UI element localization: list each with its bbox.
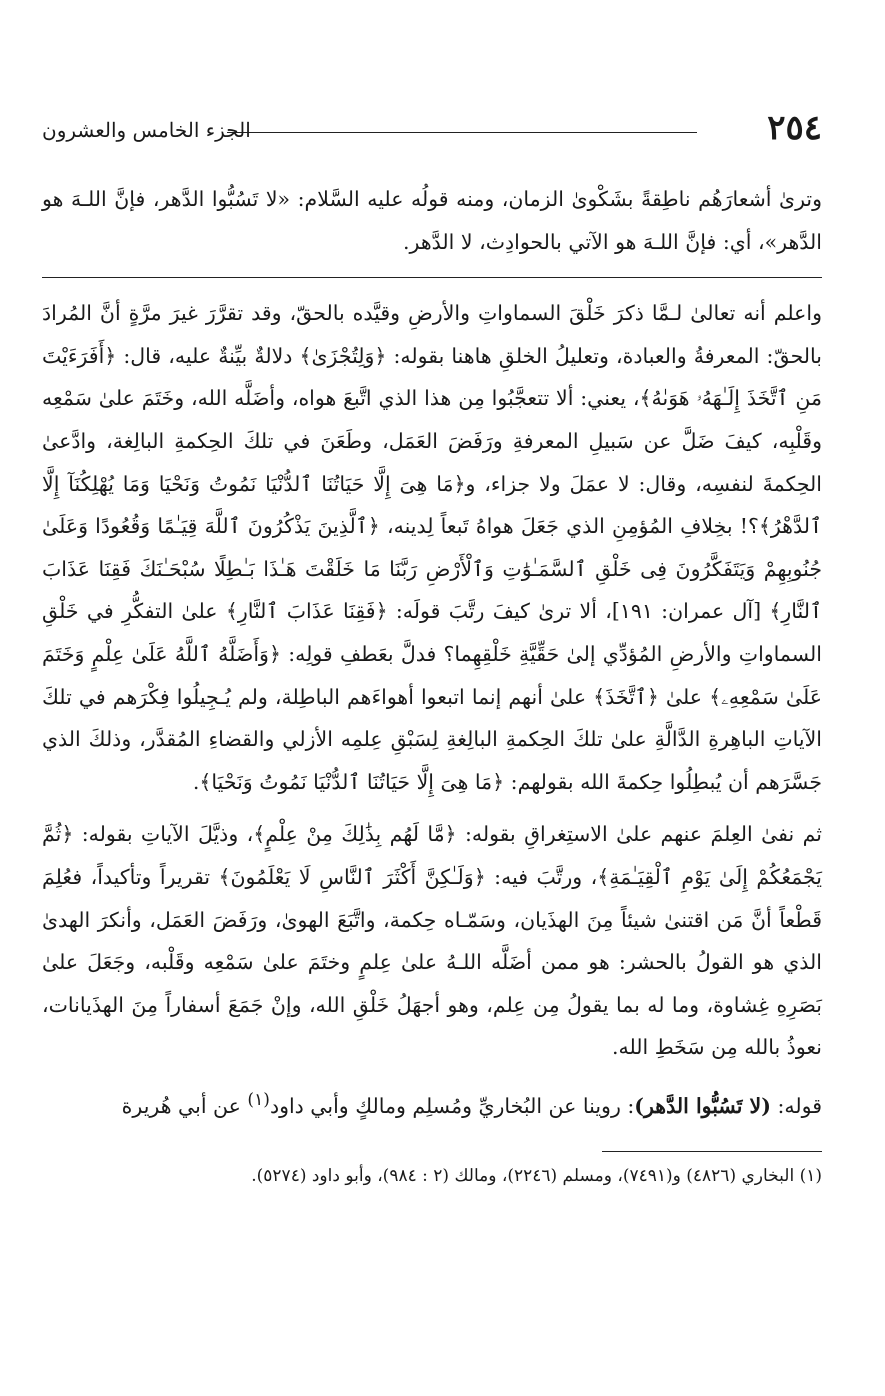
- page-header: [42, 100, 822, 148]
- lead-text: قوله:: [770, 1093, 822, 1118]
- footnote: (١) البخاري (٤٨٢٦) و(٧٤٩١)، ومسلم (٢٢٤٦)، ومالك (٢ : ٩٨٤)، وأبو داود (٥٢٧٤).: [251, 1166, 822, 1187]
- running-title: الجزء الخامس والعشرون: [42, 118, 251, 142]
- commentary-paragraph-3: [42, 1079, 822, 1127]
- top-paragraph: وترىٰ أشعارَهُم ناطِقةً بشَكْوىٰ الزمان، ومنه قولُه عليه السَّلام: «لا تَسُبُّوا الدَّهر، فإنَّ اللـهَ هو الدَّهر»، أي: فإنَّ اللـهَ هو الآتي بالحوادِث، لا الدَّهر.: [42, 187, 822, 254]
- book-page: [42, 100, 822, 1190]
- tail-text: عن أبي هُريرة: [121, 1093, 248, 1118]
- body-text: : روينا عن البُخاريِّ ومُسلِم ومالكٍ وأبي داود: [269, 1093, 635, 1118]
- paragraph-gap: [42, 1069, 822, 1079]
- footnote-rule: [602, 1151, 822, 1152]
- footnote-ref: (١): [247, 1089, 270, 1110]
- paragraph-gap: [42, 803, 822, 813]
- page-number: ٢٥٤: [767, 108, 822, 148]
- commentary-paragraph-2: ثم نفىٰ العِلمَ عنهم علىٰ الاستِغراقِ بقوله: ﴿مَّا لَهُم بِذَٰلِكَ مِنْ عِلْمٍ﴾، وذيَّلَ الآياتِ بقوله: ﴿ثُمَّ يَجْمَعُكُمْ إِلَىٰ يَوْمِ ٱلْقِيَـٰمَةِ﴾، ورتَّبَ فيه: ﴿وَلَـٰكِنَّ أَكْثَرَ ٱلنَّاسِ لَا يَعْلَمُونَ﴾ تقريراً وتأكيداً، فعُلِمَ قَطْعاً أنَّ مَن اقتنىٰ شيئاً مِنَ الهذَيان، وسَمّـاه حِكمة، واتَّبَعَ الهوىٰ، ورَفَضَ العَمَل، وأنكرَ الهدىٰ الذي هو القولُ بالحشر: هو ممن أضَلَّه اللـهُ علىٰ عِلمٍ وختَمَ علىٰ سَمْعِه وقَلْبه، وجَعَلَ علىٰ بَصَرِهِ غِشاوة، وما له بما يقولُ مِن عِلم، وهو أجهَلُ خَلْقِ الله، وإنْ جَمَعَ أسفاراً مِنَ الهذَيانات، نعوذُ بالله مِن سَخَطِ الله.: [42, 822, 822, 1060]
- quoted-text-block: [42, 178, 822, 263]
- hadith-quote: (لا تَسُبُّوا الدَّهر): [634, 1093, 771, 1118]
- commentary-paragraph-1: واعلم أنه تعالىٰ لـمَّا ذكرَ خَلْقَ السماواتِ والأرضِ وقيَّده بالحقّ، وقد تقرَّرَ غيرَ مرَّةٍ أنَّ المُرادَ بالحقّ: المعرفةُ والعبادة، وتعليلُ الخلقِ هاهنا بقوله: ﴿وَلِتُجْزَىٰ﴾ دلالةٌ بيِّنةٌ عليه، قال: ﴿أَفَرَءَيْتَ مَنِ ٱتَّخَذَ إِلَـٰهَهُۥ هَوَىٰهُ﴾، يعني: ألا تتعجَّبُوا مِن هذا الذي اتَّبعَ هواه، وأضَلَّه الله، وخَتَمَ علىٰ سَمْعِه وقَلْبِه، كيفَ ضَلَّ عن سَبيلِ المعرفةِ ورَفَضَ العَمَل، وطَعَنَ في تلكَ الحِكمةِ البالِغة، وادَّعىٰ الحِكمةَ لنفسِه، وقال: لا عمَلَ ولا جزاء، و﴿مَا هِىَ إِلَّا حَيَاتُنَا ٱلدُّنْيَا نَمُوتُ وَنَحْيَا وَمَا يُهْلِكُنَآ إِلَّا ٱلدَّهْرُ﴾؟! بخِلافِ المُؤمِنِ الذي جَعَلَ هواهُ تَبعاً لِدينه، ﴿ٱلَّذِينَ يَذْكُرُونَ ٱللَّهَ قِيَـٰمًا وَقُعُودًا وَعَلَىٰ جُنُوبِهِمْ وَيَتَفَكَّرُونَ فِى خَلْقِ ٱلسَّمَـٰوَٰتِ وَٱلْأَرْضِ رَبَّنَا مَا خَلَقْتَ هَـٰذَا بَـٰطِلًا سُبْحَـٰنَكَ فَقِنَا عَذَابَ ٱلنَّارِ﴾ [آل عمران: ١٩١]، ألا ترىٰ كيفَ رتَّبَ قولَه: ﴿فَقِنَا عَذَابَ ٱلنَّارِ﴾ علىٰ التفكُّرِ في خَلْقِ السماواتِ والأرضِ المُؤدِّي إلىٰ حَقِّيَّةِ خَلْقِهِما؟ فدلَّ بعَطفِ قولِه: ﴿وَأَضَلَّهُ ٱللَّهُ عَلَىٰ عِلْمٍ وَخَتَمَ عَلَىٰ سَمْعِهِۦ﴾ علىٰ ﴿ٱتَّخَذَ﴾ علىٰ أنهم إنما اتبعوا أهواءَهم الباطِلة، ولم يُـجِيلُوا فِكْرَهم في تلكَ الآياتِ الباهِرةِ الدَّالَّةِ علىٰ تلكَ الحِكمةِ البالِغةِ لِسَبْقِ عِلمِه الأزلي والقضاءِ المُقدَّر، وذلكَ الذي جَسَّرَهم أن يُبطِلُوا حِكمةَ الله بقولهم: ﴿مَا هِىَ إِلَّا حَيَاتُنَا ٱلدُّنْيَا نَمُوتُ وَنَحْيَا﴾.: [42, 301, 822, 794]
- section-divider: [42, 277, 822, 278]
- header-rule: [227, 132, 697, 133]
